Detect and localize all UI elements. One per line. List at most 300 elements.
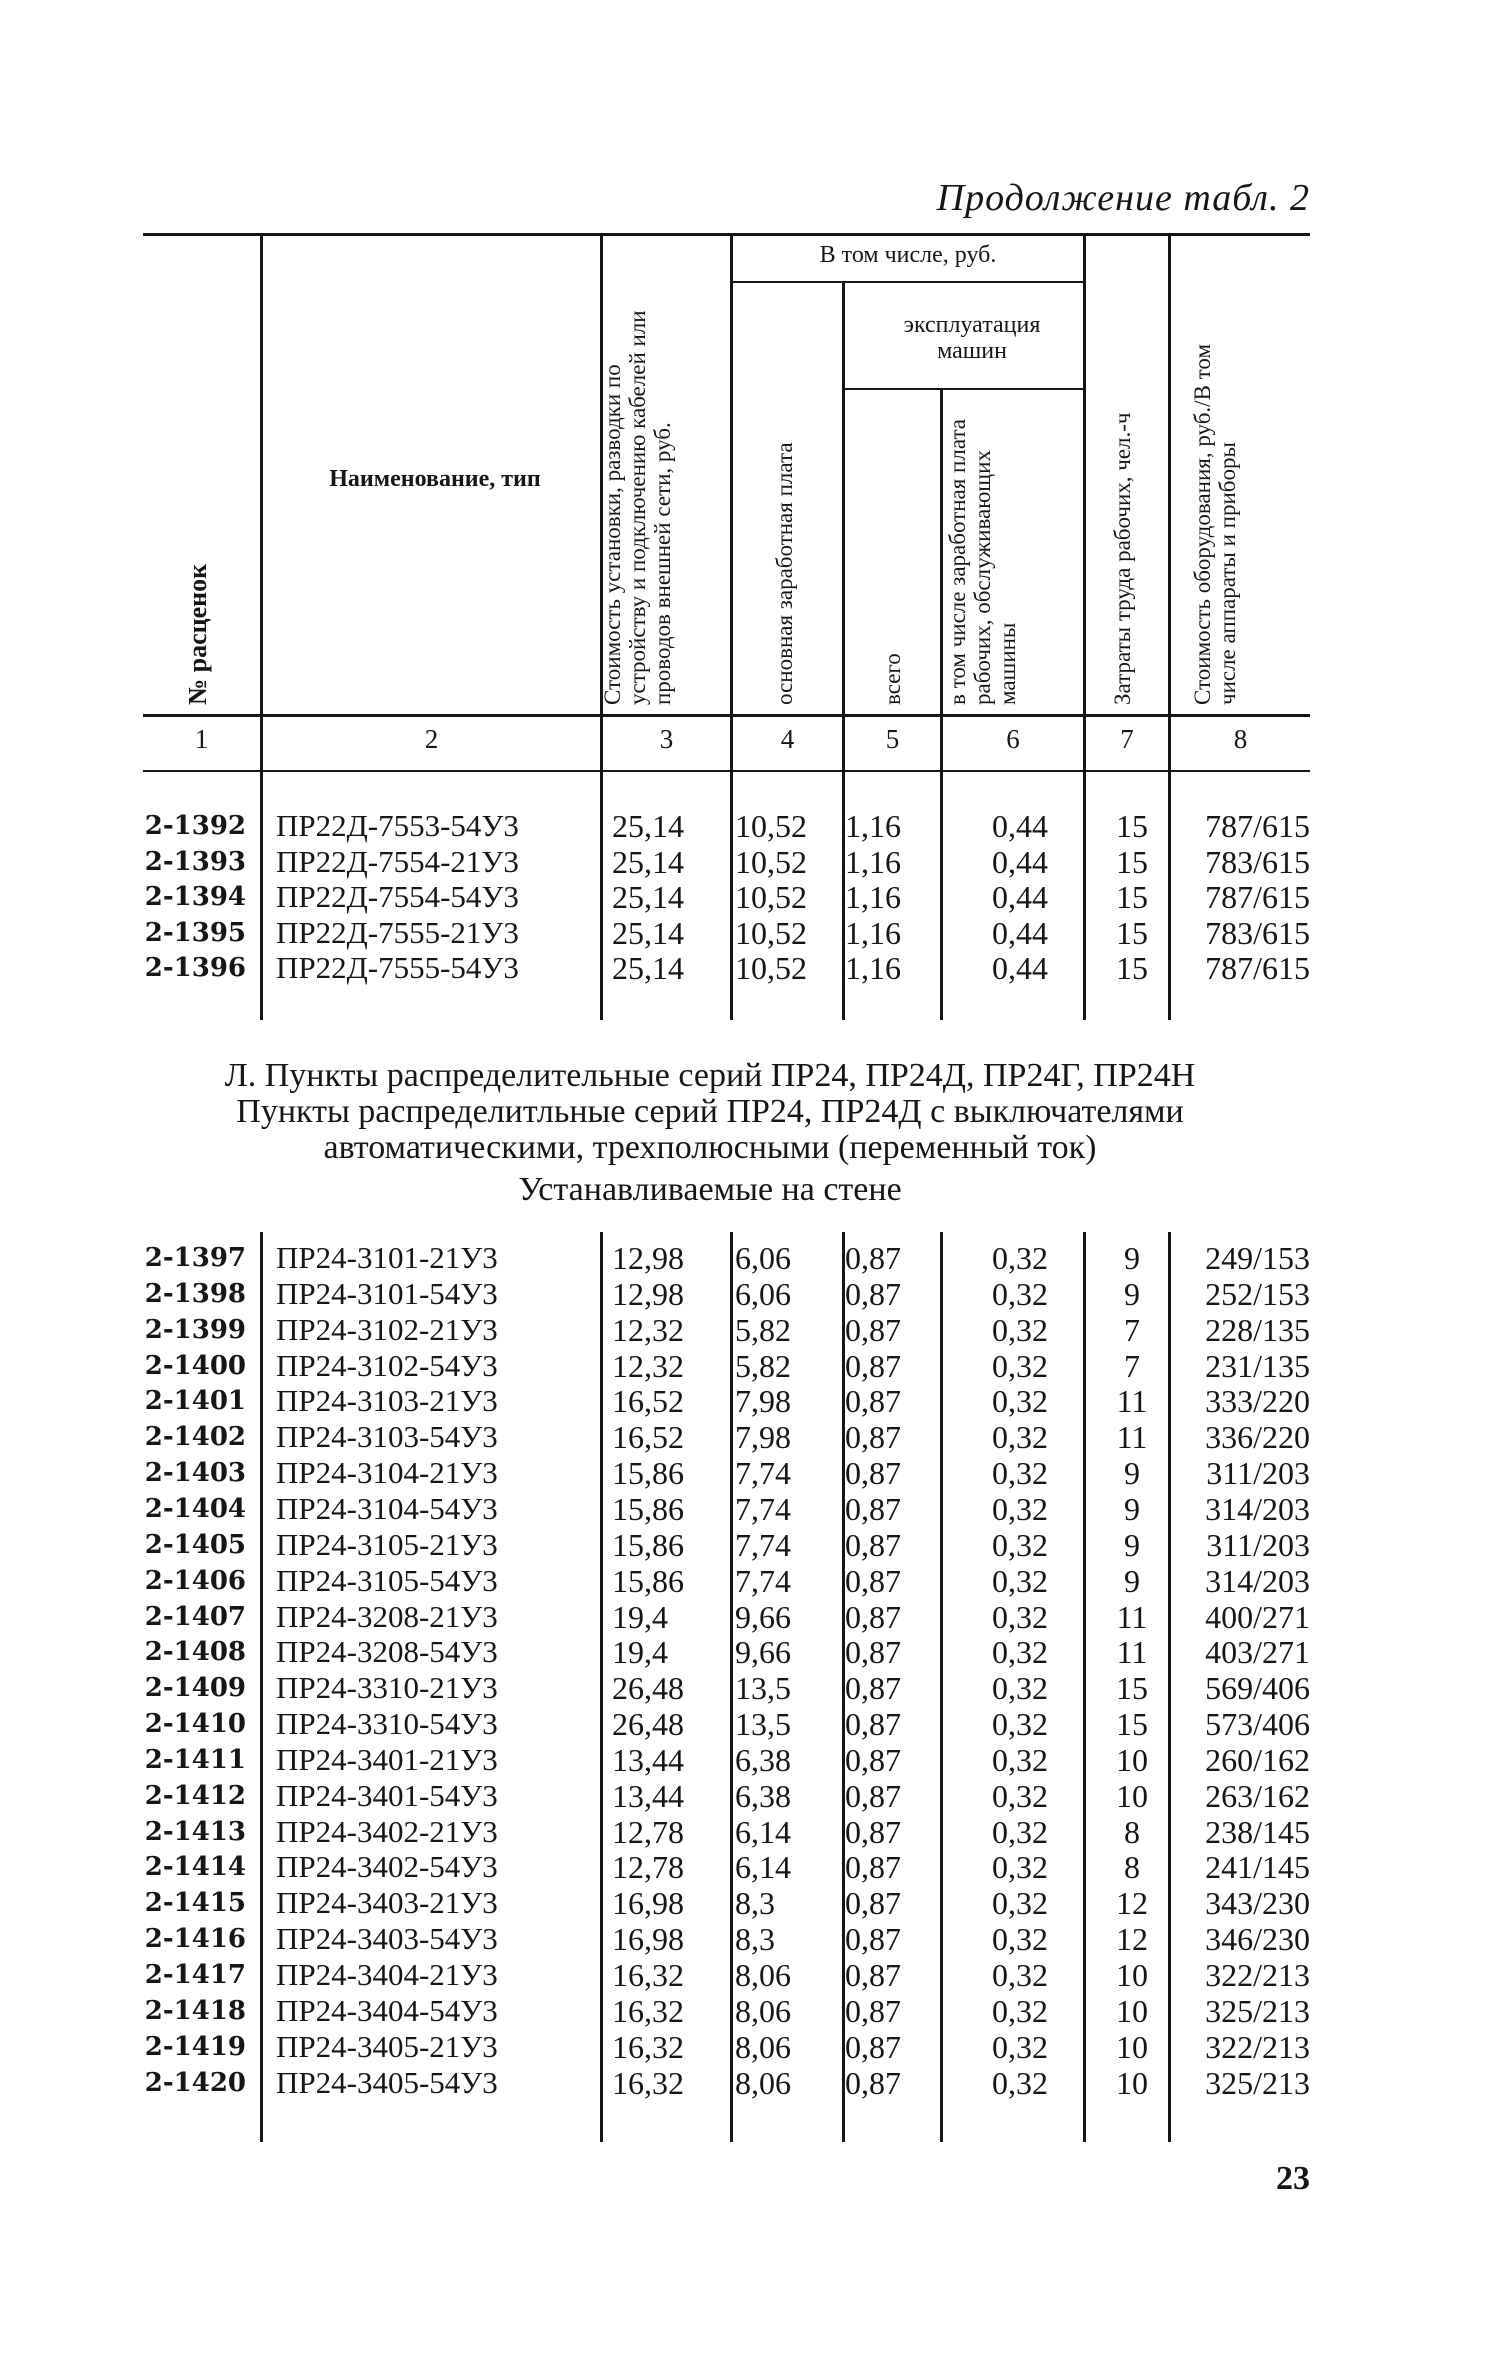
item-name-cell: ПР24-3105-54У3	[276, 1562, 498, 1598]
machine-total-cell: 0,87	[845, 1275, 901, 1312]
table-row	[0, 1921, 1509, 1957]
rate-number-cell: 2-1407	[144, 1601, 246, 1632]
base-wage-cell: 8,06	[735, 2064, 791, 2101]
item-name-cell: ПР24-3310-21У3	[276, 1670, 498, 1706]
rate-number-cell: 2-1395	[144, 917, 246, 948]
machine-wage-cell: 0,32	[992, 1634, 1048, 1671]
base-wage-cell: 8,3	[735, 1885, 775, 1922]
machine-total-cell: 0,87	[845, 1526, 901, 1563]
install-cost-cell: 12,98	[612, 1275, 684, 1312]
table-row	[0, 1670, 1509, 1706]
base-wage-cell: 6,38	[735, 1741, 791, 1778]
machine-total-cell: 0,87	[845, 1634, 901, 1671]
item-name-cell: ПР22Д-7554-54У3	[276, 879, 519, 914]
item-name-cell: ПР24-3310-54У3	[276, 1706, 498, 1742]
rate-number-cell: 2-1396	[144, 953, 246, 983]
machine-total-cell: 0,87	[845, 1311, 901, 1348]
labor-hours-cell: 11	[1116, 1419, 1148, 1456]
section-title-line-2: Пункты распределитльные серий ПР24, ПР24Д с выключателями	[236, 1093, 1184, 1130]
header-divider-7	[1168, 236, 1171, 770]
base-wage-cell: 8,06	[735, 1957, 791, 1993]
item-name-cell: ПР24-3104-54У3	[276, 1490, 498, 1526]
base-wage-cell: 7,74	[735, 1562, 791, 1599]
equipment-cost-cell: 325/213	[1205, 2064, 1310, 2101]
install-cost-cell: 25,14	[612, 950, 684, 986]
labor-hours-cell: 11	[1116, 1634, 1148, 1671]
base-wage-cell: 6,14	[735, 1849, 791, 1886]
machine-wage-cell: 0,32	[992, 1347, 1048, 1384]
rate-number-cell: 2-1393	[144, 846, 246, 877]
machine-wage-cell: 0,44	[992, 808, 1048, 844]
table-row	[0, 1634, 1509, 1670]
header-col7: Затраты труда рабочих, чел.-ч	[1110, 412, 1135, 705]
labor-hours-cell: 10	[1116, 2064, 1148, 2101]
labor-hours-cell: 9	[1124, 1240, 1140, 1276]
labor-hours-cell: 12	[1116, 1921, 1148, 1958]
header-col4: основная заработная плата	[772, 442, 797, 705]
rate-number-cell: 2-1415	[144, 1888, 246, 1919]
table-row	[0, 1527, 1509, 1563]
machine-wage-cell: 0,32	[992, 1455, 1048, 1492]
machine-wage-cell: 0,32	[992, 1240, 1048, 1276]
machine-wage-cell: 0,32	[992, 1670, 1048, 1707]
machine-wage-cell: 0,32	[992, 1813, 1048, 1850]
labor-hours-cell: 10	[1116, 1777, 1148, 1814]
col-number-5: 5	[885, 724, 900, 754]
item-name-cell: ПР24-3405-21У3	[276, 2028, 498, 2064]
labor-hours-cell: 15	[1116, 843, 1148, 880]
install-cost-cell: 12,78	[612, 1849, 684, 1886]
base-wage-cell: 13,5	[735, 1670, 791, 1707]
equipment-cost-cell: 783/615	[1205, 843, 1310, 880]
rate-number-cell: 2-1406	[144, 1565, 246, 1596]
machine-wage-cell: 0,32	[992, 1419, 1048, 1456]
table-row	[0, 1814, 1509, 1850]
rate-number-cell: 2-1419	[144, 2031, 246, 2062]
item-name-cell: ПР22Д-7555-21У3	[276, 914, 519, 950]
install-cost-cell: 15,86	[612, 1455, 684, 1492]
machine-total-cell: 0,87	[845, 1670, 901, 1707]
table-row	[0, 1383, 1509, 1419]
rate-number-cell: 2-1402	[144, 1422, 246, 1453]
labor-hours-cell: 8	[1124, 1849, 1140, 1886]
table-row	[0, 915, 1509, 951]
install-cost-cell: 25,14	[612, 843, 684, 880]
machine-wage-cell: 0,32	[992, 1383, 1048, 1420]
rate-number-cell: 2-1392	[144, 811, 246, 841]
base-wage-cell: 6,38	[735, 1777, 791, 1814]
labor-hours-cell: 9	[1124, 1490, 1140, 1527]
machine-total-cell: 0,87	[845, 1957, 901, 1993]
rate-number-cell: 2-1420	[144, 2067, 246, 2098]
equipment-cost-cell: 336/220	[1205, 1419, 1310, 1456]
base-wage-cell: 6,06	[735, 1275, 791, 1312]
machine-wage-cell: 0,32	[992, 1777, 1048, 1814]
table-row	[0, 1706, 1509, 1742]
equipment-cost-cell: 260/162	[1205, 1741, 1310, 1778]
table-row	[0, 1455, 1509, 1491]
base-wage-cell: 8,3	[735, 1921, 775, 1958]
install-cost-cell: 16,52	[612, 1383, 684, 1420]
equipment-cost-cell: 241/145	[1205, 1849, 1310, 1886]
equipment-cost-cell: 311/203	[1206, 1526, 1310, 1563]
base-wage-cell: 7,74	[735, 1490, 791, 1527]
machine-wage-cell: 0,32	[992, 2064, 1048, 2101]
table-row	[0, 1312, 1509, 1348]
col-number-1: 1	[194, 724, 209, 754]
equipment-cost-cell: 252/153	[1205, 1275, 1310, 1312]
col-number-6: 6	[1006, 724, 1020, 754]
table-row	[0, 879, 1509, 915]
machine-wage-cell: 0,32	[992, 1275, 1048, 1312]
base-wage-cell: 10,52	[735, 879, 807, 915]
item-name-cell: ПР24-3404-54У3	[276, 1992, 498, 2028]
machine-total-cell: 0,87	[845, 1347, 901, 1384]
labor-hours-cell: 11	[1116, 1383, 1148, 1420]
install-cost-cell: 15,86	[612, 1562, 684, 1599]
col-number-8: 8	[1233, 724, 1248, 754]
machine-total-cell: 0,87	[845, 2028, 901, 2065]
rate-number-cell: 2-1417	[144, 1960, 246, 1990]
machine-total-cell: 0,87	[845, 1383, 901, 1420]
table-row	[0, 1563, 1509, 1599]
section-title-line-3: автоматическими, трехполюсными (переменный ток)	[323, 1129, 1097, 1166]
table-row	[0, 1849, 1509, 1885]
machine-wage-cell: 0,32	[992, 1526, 1048, 1563]
item-name-cell: ПР24-3404-21У3	[276, 1957, 498, 1992]
install-cost-cell: 19,4	[612, 1598, 668, 1635]
table-row	[0, 1778, 1509, 1814]
base-wage-cell: 10,52	[735, 808, 807, 844]
rate-number-cell: 2-1410	[144, 1709, 246, 1740]
item-name-cell: ПР24-3102-21У3	[276, 1311, 498, 1347]
table-row	[0, 2065, 1509, 2101]
base-wage-cell: 10,52	[735, 914, 807, 951]
table-row	[0, 1885, 1509, 1921]
machine-total-cell: 0,87	[845, 1455, 901, 1492]
install-cost-cell: 19,4	[612, 1634, 668, 1671]
header-col3-text: Стоимость установки, разводки по устройству и подключению кабелей или проводов внешней сети, руб.	[600, 310, 675, 705]
equipment-cost-cell: 400/271	[1205, 1598, 1310, 1635]
install-cost-cell: 12,78	[612, 1813, 684, 1850]
base-wage-cell: 9,66	[735, 1634, 791, 1671]
machine-total-cell: 0,87	[845, 1992, 901, 2029]
item-name-cell: ПР24-3401-21У3	[276, 1741, 498, 1777]
item-name-cell: ПР24-3401-54У3	[276, 1777, 498, 1813]
install-cost-cell: 25,14	[612, 808, 684, 844]
header-top-rule	[143, 233, 1310, 236]
labor-hours-cell: 15	[1116, 1670, 1148, 1707]
item-name-cell: ПР24-3102-54У3	[276, 1347, 498, 1383]
header-col3	[600, 275, 710, 705]
table-row	[0, 1240, 1509, 1276]
rate-number-cell: 2-1412	[144, 1780, 246, 1811]
rate-number-cell: 2-1398	[144, 1278, 246, 1309]
base-wage-cell: 8,06	[735, 1992, 791, 2029]
machine-wage-cell: 0,32	[992, 1921, 1048, 1958]
item-name-cell: ПР22Д-7555-54У3	[276, 950, 519, 985]
install-cost-cell: 13,44	[612, 1741, 684, 1778]
header-col2: Наименование, тип	[329, 466, 541, 492]
group-rule	[733, 281, 1083, 283]
header-col6	[945, 395, 1055, 705]
machine-wage-cell: 0,32	[992, 1598, 1048, 1635]
equipment-cost-cell: 322/213	[1205, 2028, 1310, 2065]
equipment-cost-cell: 787/615	[1205, 950, 1310, 986]
machine-wage-cell: 0,32	[992, 1490, 1048, 1527]
equipment-cost-cell: 573/406	[1205, 1706, 1310, 1743]
machine-total-cell: 1,16	[845, 843, 901, 880]
header-subgroup-text: эксплуатация машин	[903, 312, 1041, 364]
labor-hours-cell: 10	[1116, 1741, 1148, 1778]
machine-total-cell: 0,87	[845, 1490, 901, 1527]
base-wage-cell: 9,66	[735, 1598, 791, 1635]
rate-number-cell: 2-1403	[144, 1458, 246, 1489]
machine-wage-cell: 0,44	[992, 950, 1048, 986]
header-divider-5	[940, 390, 943, 770]
header-divider-3	[730, 236, 733, 770]
labor-hours-cell: 15	[1116, 914, 1148, 951]
equipment-cost-cell: 569/406	[1205, 1670, 1310, 1707]
header-divider-1	[260, 236, 263, 770]
col-number-2: 2	[424, 724, 439, 754]
equipment-cost-cell: 787/615	[1205, 879, 1310, 915]
base-wage-cell: 8,06	[735, 2028, 791, 2065]
machine-total-cell: 1,16	[845, 914, 901, 951]
rate-number-cell: 2-1414	[144, 1852, 246, 1883]
base-wage-cell: 6,14	[735, 1813, 791, 1850]
machine-total-cell: 0,87	[845, 1921, 901, 1958]
machine-wage-cell: 0,32	[992, 1562, 1048, 1599]
header-col5: всего	[880, 653, 905, 705]
equipment-cost-cell: 333/220	[1205, 1383, 1310, 1420]
continuation-title: Продолжение табл. 2	[936, 177, 1310, 219]
install-cost-cell: 16,98	[612, 1921, 684, 1958]
rate-number-cell: 2-1397	[144, 1243, 246, 1273]
section-title-line-1: Л. Пункты распределительные серий ПР24, ПР24Д, ПР24Г, ПР24Н	[224, 1057, 1196, 1094]
machine-wage-cell: 0,32	[992, 1957, 1048, 1993]
machine-total-cell: 0,87	[845, 1885, 901, 1922]
machine-wage-cell: 0,32	[992, 1992, 1048, 2029]
labor-hours-cell: 12	[1116, 1885, 1148, 1922]
base-wage-cell: 5,82	[735, 1311, 791, 1348]
labor-hours-cell: 7	[1124, 1311, 1140, 1348]
equipment-cost-cell: 783/615	[1205, 914, 1310, 951]
item-name-cell: ПР24-3405-54У3	[276, 2064, 498, 2100]
labor-hours-cell: 9	[1124, 1275, 1140, 1312]
machine-wage-cell: 0,32	[992, 1311, 1048, 1348]
machine-wage-cell: 0,44	[992, 914, 1048, 951]
item-name-cell: ПР24-3403-54У3	[276, 1921, 498, 1957]
col-number-7: 7	[1120, 724, 1134, 754]
equipment-cost-cell: 403/271	[1205, 1634, 1310, 1671]
install-cost-cell: 15,86	[612, 1526, 684, 1563]
table-row	[0, 844, 1509, 880]
equipment-cost-cell: 787/615	[1205, 808, 1310, 844]
rate-number-cell: 2-1404	[144, 1493, 246, 1524]
labor-hours-cell: 15	[1116, 1706, 1148, 1743]
install-cost-cell: 26,48	[612, 1670, 684, 1707]
equipment-cost-cell: 325/213	[1205, 1992, 1310, 2029]
install-cost-cell: 12,32	[612, 1347, 684, 1384]
machine-total-cell: 0,87	[845, 1419, 901, 1456]
install-cost-cell: 26,48	[612, 1706, 684, 1743]
header-group: В том числе, руб.	[819, 242, 997, 268]
rate-number-cell: 2-1408	[144, 1637, 246, 1668]
install-cost-cell: 12,32	[612, 1311, 684, 1348]
base-wage-cell: 5,82	[735, 1347, 791, 1384]
machine-total-cell: 0,87	[845, 1706, 901, 1743]
table-row	[0, 1419, 1509, 1455]
labor-hours-cell: 15	[1116, 808, 1148, 844]
header-col8-text: Стоимость оборудования, руб./В том числе аппараты и приборы	[1190, 343, 1240, 705]
machine-total-cell: 0,87	[845, 1813, 901, 1850]
install-cost-cell: 25,14	[612, 914, 684, 951]
numbers-rule	[143, 770, 1310, 772]
col-number-4: 4	[780, 724, 795, 754]
install-cost-cell: 16,52	[612, 1419, 684, 1456]
machine-total-cell: 1,16	[845, 879, 901, 915]
item-name-cell: ПР24-3105-21У3	[276, 1526, 498, 1562]
machine-total-cell: 0,87	[845, 1240, 901, 1276]
header-bottom-rule	[143, 714, 1310, 717]
rate-number-cell: 2-1409	[144, 1673, 246, 1704]
install-cost-cell: 13,44	[612, 1777, 684, 1814]
rate-number-cell: 2-1416	[144, 1924, 246, 1955]
base-wage-cell: 13,5	[735, 1706, 791, 1743]
labor-hours-cell: 11	[1116, 1598, 1148, 1635]
labor-hours-cell: 10	[1116, 1992, 1148, 2029]
machine-wage-cell: 0,32	[992, 2028, 1048, 2065]
base-wage-cell: 7,98	[735, 1419, 791, 1456]
equipment-cost-cell: 314/203	[1205, 1562, 1310, 1599]
rate-number-cell: 2-1405	[144, 1529, 246, 1560]
equipment-cost-cell: 249/153	[1205, 1240, 1310, 1276]
section-subtitle: Устанавливаемые на стене	[518, 1171, 902, 1208]
machine-total-cell: 0,87	[845, 1777, 901, 1814]
item-name-cell: ПР24-3104-21У3	[276, 1455, 498, 1491]
equipment-cost-cell: 263/162	[1205, 1777, 1310, 1814]
table-row	[0, 2029, 1509, 2065]
header-col6-text: в том числе заработная плата рабочих, обслуживающих машины	[945, 419, 1020, 705]
install-cost-cell: 16,32	[612, 2064, 684, 2101]
item-name-cell: ПР24-3101-21У3	[276, 1240, 498, 1275]
install-cost-cell: 16,32	[612, 1992, 684, 2029]
item-name-cell: ПР22Д-7554-21У3	[276, 843, 519, 879]
install-cost-cell: 16,32	[612, 2028, 684, 2065]
labor-hours-cell: 8	[1124, 1813, 1140, 1850]
labor-hours-cell: 7	[1124, 1347, 1140, 1384]
base-wage-cell: 7,74	[735, 1526, 791, 1563]
table-row	[0, 1993, 1509, 2029]
machine-wage-cell: 0,32	[992, 1706, 1048, 1743]
machine-wage-cell: 0,32	[992, 1849, 1048, 1886]
base-wage-cell: 7,98	[735, 1383, 791, 1420]
rate-number-cell: 2-1399	[144, 1314, 246, 1345]
install-cost-cell: 25,14	[612, 879, 684, 915]
equipment-cost-cell: 311/203	[1206, 1455, 1310, 1492]
machine-total-cell: 0,87	[845, 1562, 901, 1599]
table-row	[0, 950, 1509, 986]
labor-hours-cell: 9	[1124, 1455, 1140, 1492]
item-name-cell: ПР24-3208-54У3	[276, 1634, 498, 1670]
base-wage-cell: 10,52	[735, 950, 807, 986]
equipment-cost-cell: 314/203	[1205, 1490, 1310, 1527]
equipment-cost-cell: 231/135	[1205, 1347, 1310, 1384]
table-row	[0, 1599, 1509, 1635]
rate-number-cell: 2-1394	[144, 882, 246, 912]
item-name-cell: ПР24-3103-21У3	[276, 1383, 498, 1419]
equipment-cost-cell: 343/230	[1205, 1885, 1310, 1922]
rate-number-cell: 2-1418	[144, 1995, 246, 2026]
base-wage-cell: 6,06	[735, 1240, 791, 1276]
machine-wage-cell: 0,44	[992, 843, 1048, 880]
install-cost-cell: 15,86	[612, 1490, 684, 1527]
table-row	[0, 1742, 1509, 1778]
base-wage-cell: 7,74	[735, 1455, 791, 1492]
rate-number-cell: 2-1400	[144, 1350, 246, 1381]
machine-wage-cell: 0,44	[992, 879, 1048, 915]
col-number-3: 3	[659, 724, 674, 754]
table-row	[0, 1276, 1509, 1312]
item-name-cell: ПР24-3101-54У3	[276, 1275, 498, 1311]
machine-total-cell: 1,16	[845, 950, 901, 986]
rate-number-cell: 2-1413	[144, 1816, 246, 1847]
labor-hours-cell: 10	[1116, 1957, 1148, 1993]
item-name-cell: ПР24-3208-21У3	[276, 1598, 498, 1634]
header-subgroup	[872, 312, 1072, 364]
subgroup-rule	[845, 388, 1083, 390]
table-row	[0, 1348, 1509, 1384]
equipment-cost-cell: 228/135	[1205, 1311, 1310, 1348]
equipment-cost-cell: 238/145	[1205, 1813, 1310, 1850]
labor-hours-cell: 10	[1116, 2028, 1148, 2065]
labor-hours-cell: 15	[1116, 950, 1148, 986]
machine-wage-cell: 0,32	[992, 1885, 1048, 1922]
install-cost-cell: 12,98	[612, 1240, 684, 1276]
table-row	[0, 1957, 1509, 1993]
machine-total-cell: 0,87	[845, 1598, 901, 1635]
table-row	[0, 808, 1509, 844]
machine-total-cell: 0,87	[845, 1849, 901, 1886]
machine-total-cell: 0,87	[845, 2064, 901, 2101]
item-name-cell: ПР24-3403-21У3	[276, 1885, 498, 1921]
labor-hours-cell: 9	[1124, 1526, 1140, 1563]
install-cost-cell: 16,98	[612, 1885, 684, 1922]
machine-wage-cell: 0,32	[992, 1741, 1048, 1778]
page-number: 23	[1276, 2160, 1310, 2197]
machine-total-cell: 0,87	[845, 1741, 901, 1778]
equipment-cost-cell: 322/213	[1205, 1957, 1310, 1993]
item-name-cell: ПР24-3402-54У3	[276, 1849, 498, 1885]
item-name-cell: ПР24-3402-21У3	[276, 1813, 498, 1849]
header-divider-6	[1083, 236, 1086, 770]
machine-total-cell: 1,16	[845, 808, 901, 844]
item-name-cell: ПР22Д-7553-54У3	[276, 808, 519, 843]
header-divider-4	[842, 283, 845, 770]
header-col8	[1190, 305, 1280, 705]
labor-hours-cell: 15	[1116, 879, 1148, 915]
item-name-cell: ПР24-3103-54У3	[276, 1419, 498, 1455]
rate-number-cell: 2-1411	[144, 1744, 246, 1775]
install-cost-cell: 16,32	[612, 1957, 684, 1993]
equipment-cost-cell: 346/230	[1205, 1921, 1310, 1958]
labor-hours-cell: 9	[1124, 1562, 1140, 1599]
rate-number-cell: 2-1401	[144, 1386, 246, 1417]
header-col1: № расценок	[183, 563, 212, 705]
base-wage-cell: 10,52	[735, 843, 807, 880]
table-row	[0, 1491, 1509, 1527]
